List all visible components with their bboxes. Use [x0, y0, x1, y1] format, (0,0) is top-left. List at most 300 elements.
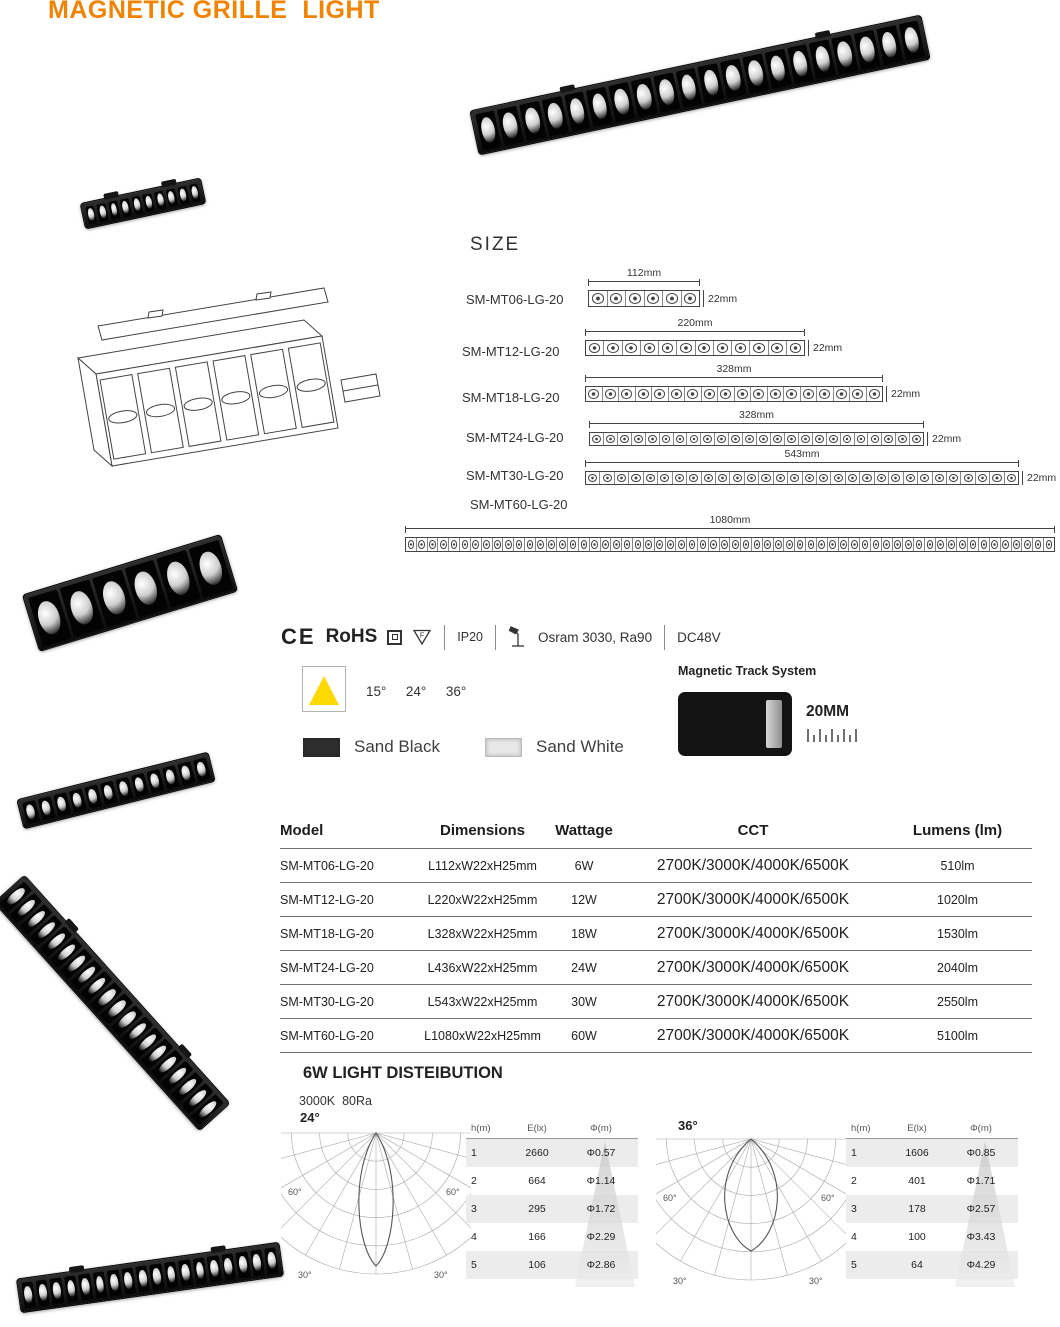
spec-table-cell: SM-MT12-LG-20	[280, 883, 420, 917]
size-bar-cell	[715, 433, 729, 445]
size-bar-cell	[525, 538, 536, 551]
distribution-table-cell: 166	[528, 1231, 546, 1243]
cell-circle	[927, 540, 934, 549]
grille-cell	[189, 182, 201, 201]
f-mark-icon	[412, 629, 432, 646]
cell-circle	[937, 540, 944, 549]
led-dot	[40, 799, 52, 816]
led-dot	[166, 1265, 176, 1284]
size-bar-cell	[536, 538, 547, 551]
distribution-table-header	[466, 1120, 638, 1139]
size-bar-cell	[875, 472, 889, 484]
cell-circle	[803, 389, 814, 399]
size-bar-cell	[611, 538, 622, 551]
cell-circle	[852, 389, 863, 399]
grille-cell	[35, 1278, 50, 1305]
cell-circle	[429, 540, 436, 549]
cell-circle	[764, 540, 771, 549]
size-bar-cell	[729, 433, 743, 445]
grille-cell	[177, 185, 189, 204]
spec-table-cell: 24W	[545, 951, 623, 985]
cell-circle	[721, 540, 728, 549]
led-dot	[131, 568, 161, 607]
distribution-table-row	[846, 1139, 1018, 1167]
size-bar-cell	[471, 538, 482, 551]
cell-circle	[689, 540, 696, 549]
cell-circle	[978, 474, 987, 482]
size-bar-cell	[646, 433, 660, 445]
distribution-table-cell: 178	[908, 1203, 926, 1215]
cell-circle	[720, 389, 731, 399]
cell-circle	[775, 540, 782, 549]
light-cone-triangle	[309, 676, 339, 705]
svg-text:60°: 60°	[288, 1187, 302, 1197]
size-section-heading: SIZE	[470, 234, 521, 255]
size-model-label: SM-MT06-LG-20	[466, 292, 564, 307]
distribution-table-cell: Φ2.57	[966, 1203, 996, 1215]
cell-circle	[624, 540, 631, 549]
cell-circle	[527, 540, 534, 549]
spec-table-cell: 2700K/3000K/4000K/6500K	[623, 917, 883, 951]
spec-table-cell: 60W	[545, 1019, 623, 1053]
finish-swatch	[485, 738, 522, 757]
grille-cell	[50, 1276, 65, 1303]
cell-circle	[656, 540, 663, 549]
spec-table-cell: L220xW22xH25mm	[420, 883, 545, 917]
cell-circle	[635, 540, 642, 549]
size-bar-cell	[673, 472, 687, 484]
led-dot	[209, 1259, 219, 1278]
size-bar-cell	[608, 291, 627, 306]
cell-circle	[770, 389, 781, 399]
dimension-tick	[886, 386, 887, 402]
length-dimension-text: 112mm	[626, 267, 662, 279]
size-bar-cell	[514, 538, 525, 551]
size-bar-cell	[976, 472, 990, 484]
size-bar-cell	[846, 472, 860, 484]
divider	[664, 625, 665, 650]
dimension-tick	[927, 432, 928, 446]
lamp-icon	[508, 626, 528, 648]
led-dot	[38, 1283, 48, 1302]
led-dot	[98, 205, 106, 218]
product-photo	[16, 751, 216, 829]
cell-circle	[648, 435, 657, 443]
spec-table-cell: 30W	[545, 985, 623, 1019]
led-dot	[123, 1271, 133, 1290]
size-bar-cell	[663, 291, 682, 306]
length-dimension	[405, 515, 1055, 529]
length-dimension-text: 543mm	[784, 448, 820, 460]
size-bar-cell	[860, 538, 871, 551]
size-bar-cell	[882, 433, 896, 445]
size-bar-cell	[834, 387, 851, 401]
size-bar-cell	[903, 538, 914, 551]
polar-distribution-chart	[281, 1120, 471, 1306]
cell-circle	[737, 389, 748, 399]
svg-text:30°: 30°	[809, 1276, 823, 1286]
cell-circle	[472, 540, 479, 549]
spec-table-cell: 1020lm	[883, 883, 1032, 917]
distribution-table-cell: 2	[471, 1175, 477, 1187]
product-photo	[469, 14, 930, 155]
spec-table-cell: 18W	[545, 917, 623, 951]
dimension-line	[589, 423, 924, 424]
cell-circle	[625, 343, 637, 353]
size-bar-cell	[730, 472, 744, 484]
grille-cell	[166, 187, 178, 206]
led-dot	[133, 198, 141, 211]
led-dot	[479, 116, 497, 143]
cell-circle	[747, 474, 756, 482]
distribution-header-cell: E(lx)	[907, 1123, 927, 1134]
class2-insulation-icon	[387, 630, 402, 645]
led-dot	[266, 1251, 276, 1270]
length-dimension-text: 220mm	[677, 317, 713, 329]
finish-option	[303, 737, 440, 757]
cell-circle	[840, 540, 847, 549]
led-dot	[121, 200, 129, 213]
cell-circle	[786, 389, 797, 399]
grille-cell	[250, 1248, 265, 1275]
finish-label: Sand Black	[354, 737, 440, 756]
led-dot	[195, 760, 207, 777]
size-bar-cell	[702, 472, 716, 484]
size-bar-cell	[622, 538, 633, 551]
led-dot	[66, 1279, 76, 1298]
size-bar-cell	[795, 538, 806, 551]
size-bar-cell	[568, 538, 579, 551]
grille-cell	[64, 1274, 79, 1301]
cell-circle	[787, 435, 796, 443]
size-bar-cell	[1033, 538, 1044, 551]
led-dot	[769, 55, 787, 82]
grille-cell	[96, 202, 108, 221]
size-bar-cell	[806, 538, 817, 551]
cell-circle	[610, 293, 622, 303]
product-photo	[16, 1241, 284, 1313]
cell-circle	[647, 293, 659, 303]
grille-cell	[541, 96, 568, 136]
spec-table-cell: L328xW22xH25mm	[420, 917, 545, 951]
grille-cell	[192, 756, 210, 780]
cell-circle	[680, 343, 692, 353]
cell-circle	[819, 389, 830, 399]
led-dot	[56, 795, 68, 812]
cell-circle	[516, 540, 523, 549]
spec-table-cell: 1530lm	[883, 917, 1032, 951]
size-bar-cell	[768, 387, 785, 401]
cell-circle	[935, 474, 944, 482]
size-bar-cell	[586, 341, 604, 355]
led-dot	[223, 1257, 233, 1276]
grille-cell	[264, 1246, 279, 1273]
grille-cell	[764, 48, 791, 88]
size-bar-cell	[493, 538, 504, 551]
svg-text:30°: 30°	[673, 1276, 687, 1286]
cell-circle	[877, 474, 886, 482]
cell-circle	[862, 540, 869, 549]
cell-circle	[591, 540, 598, 549]
size-bar-cell	[855, 433, 869, 445]
cell-circle	[754, 540, 761, 549]
distribution-table-cell: 295	[528, 1203, 546, 1215]
led-dot	[191, 185, 199, 198]
size-bar-cell	[889, 472, 903, 484]
grille-cell	[235, 1250, 250, 1277]
led-dot	[71, 791, 83, 808]
cell-circle	[588, 389, 599, 399]
height-dimension	[927, 432, 961, 446]
cell-circle	[1024, 540, 1031, 549]
distribution-table-cell: 1606	[905, 1147, 929, 1159]
size-bar-cell	[743, 433, 757, 445]
size-bar-cell	[603, 387, 620, 401]
spec-table-cell: 2700K/3000K/4000K/6500K	[623, 849, 883, 883]
magnetic-track-image	[678, 692, 792, 756]
ce-mark-icon: CE	[281, 624, 316, 649]
cell-circle	[687, 389, 698, 399]
cell-circle	[735, 343, 747, 353]
size-bar-cell	[632, 433, 646, 445]
led-dot	[657, 78, 675, 105]
height-dimension-text: 22mm	[813, 342, 843, 354]
size-bar-cell	[696, 341, 714, 355]
cell-circle	[1046, 540, 1053, 549]
spec-table-cell: 2700K/3000K/4000K/6500K	[623, 985, 883, 1019]
spec-table-cell: 510lm	[883, 849, 1032, 883]
grille-cell	[115, 776, 133, 800]
length-dimension	[588, 268, 700, 282]
product-photo	[80, 177, 207, 229]
distribution-table-cell: Φ0.85	[966, 1147, 996, 1159]
spec-table	[280, 816, 1032, 1053]
led-dot	[590, 93, 608, 120]
size-bar-cell	[698, 538, 709, 551]
size-bar-cell	[759, 472, 773, 484]
height-dimension-text: 22mm	[1027, 472, 1057, 484]
cell-circle	[898, 435, 907, 443]
size-bar-cell	[914, 538, 925, 551]
size-bar-cell	[828, 538, 839, 551]
distribution-table-cell: Φ0.57	[586, 1147, 616, 1159]
size-bar-cell	[716, 472, 730, 484]
size-bar-cell	[720, 538, 731, 551]
product-photo	[22, 534, 238, 652]
cell-circle	[589, 343, 601, 353]
grille-cell	[21, 1280, 36, 1307]
cell-circle	[829, 435, 838, 443]
cell-circle	[869, 389, 880, 399]
cell-circle	[801, 435, 810, 443]
cell-circle	[920, 474, 929, 482]
beam-angle-icon	[302, 666, 346, 712]
size-bar-cell	[687, 433, 701, 445]
size-bar-cell	[682, 291, 700, 306]
spec-table-cell: L543xW22xH25mm	[420, 985, 545, 1019]
svg-text:60°: 60°	[663, 1193, 677, 1203]
cell-circle	[759, 435, 768, 443]
spec-table-row	[280, 883, 1032, 917]
grille-cell	[78, 1272, 93, 1299]
finish-option	[485, 737, 624, 757]
cell-circle	[408, 540, 415, 549]
grille-cell	[178, 1258, 193, 1285]
size-bar-cell	[788, 472, 802, 484]
size-bar-cell	[813, 433, 827, 445]
spec-table-cell: SM-MT30-LG-20	[280, 985, 420, 1019]
grille-cell	[130, 772, 148, 796]
dimension-line	[405, 528, 1055, 529]
length-dimension	[585, 318, 805, 332]
cell-circle	[646, 474, 655, 482]
led-dot	[724, 64, 742, 91]
rohs-label: RoHS	[325, 626, 378, 647]
dimension-line	[588, 281, 700, 282]
size-bar-cell	[702, 387, 719, 401]
finish-label: Sand White	[536, 737, 624, 756]
cell-circle	[644, 343, 656, 353]
beam-angle-caption: 24°	[300, 1110, 320, 1125]
size-bar-cell	[785, 433, 799, 445]
distribution-header-cell: Φ(m)	[590, 1123, 612, 1134]
cell-circle	[761, 474, 770, 482]
cell-circle	[689, 474, 698, 482]
distribution-table-cell: 1	[471, 1147, 477, 1159]
cell-circle	[819, 474, 828, 482]
size-bar-cell	[503, 538, 514, 551]
distribution-table-cell: Φ1.71	[966, 1175, 996, 1187]
size-bar-cell	[925, 538, 936, 551]
size-bar-cell	[633, 538, 644, 551]
size-bar-cell	[718, 387, 735, 401]
cell-circle	[621, 389, 632, 399]
track-system-label: Magnetic Track System	[678, 664, 817, 678]
size-bar-cell	[968, 538, 979, 551]
size-bar-cell	[947, 538, 958, 551]
cell-circle	[871, 435, 880, 443]
dimension-line	[585, 331, 805, 332]
size-bar-cell	[763, 538, 774, 551]
cell-circle	[717, 343, 729, 353]
size-bar-cell	[896, 433, 910, 445]
distribution-table-cell: 3	[851, 1203, 857, 1215]
size-bar-cell	[641, 341, 659, 355]
size-bar-diagram	[405, 537, 1055, 552]
size-bar-cell	[590, 433, 604, 445]
led-dot	[52, 1281, 62, 1300]
size-bar-cell	[685, 387, 702, 401]
size-bar-cell	[601, 538, 612, 551]
cell-circle	[605, 389, 616, 399]
spec-table-cell: 2550lm	[883, 985, 1032, 1019]
size-bar-cell	[677, 341, 695, 355]
spec-column-header: Lumens (lm)	[883, 816, 1032, 849]
size-bar-cell	[817, 472, 831, 484]
size-bar-cell	[658, 472, 672, 484]
distribution-table	[846, 1120, 1018, 1279]
length-dimension	[589, 410, 924, 424]
length-dimension-text: 328mm	[738, 409, 774, 421]
cell-circle	[678, 540, 685, 549]
spec-table-cell: SM-MT60-LG-20	[280, 1019, 420, 1053]
size-bar-cell	[936, 538, 947, 551]
led-dot	[102, 784, 114, 801]
distribution-table-cell: 2	[851, 1175, 857, 1187]
cell-circle	[606, 435, 615, 443]
grille-cell	[92, 1270, 107, 1297]
size-bar-cell	[918, 472, 932, 484]
distribution-heading: 6W LIGHT DISTEIBUTION	[303, 1064, 503, 1082]
grille-cell	[37, 795, 55, 819]
cell-circle	[1013, 540, 1020, 549]
led-dot	[195, 1261, 205, 1280]
spec-table-row	[280, 849, 1032, 883]
product-photo	[0, 875, 231, 1132]
led-dot	[252, 1253, 262, 1272]
cell-circle	[718, 474, 727, 482]
spec-table-row	[280, 1019, 1032, 1053]
size-bar-cell	[957, 538, 968, 551]
grille-cell	[164, 1260, 179, 1287]
height-dimension	[886, 386, 920, 402]
grille-cell	[161, 764, 179, 788]
height-dimension	[808, 340, 842, 356]
cell-circle	[959, 540, 966, 549]
spec-table-header	[280, 816, 1032, 849]
distribution-table-row	[466, 1139, 638, 1167]
cell-circle	[440, 540, 447, 549]
grille-cell	[131, 195, 143, 214]
cell-circle	[629, 293, 641, 303]
size-bar-cell	[600, 472, 614, 484]
led-dot	[168, 190, 176, 203]
grille-cell	[207, 1254, 222, 1281]
distribution-table-cell: 2660	[525, 1147, 549, 1159]
grille-cell	[68, 787, 86, 811]
cell-circle	[916, 540, 923, 549]
cell-circle	[912, 435, 921, 443]
cell-circle	[1035, 540, 1042, 549]
distribution-table-cell: Φ1.14	[586, 1175, 616, 1187]
size-bar-cell	[676, 538, 687, 551]
size-bar-cell	[619, 387, 636, 401]
svg-text:F: F	[420, 632, 425, 639]
svg-text:60°: 60°	[821, 1193, 835, 1203]
size-bar-diagram	[585, 471, 1019, 485]
cell-circle	[684, 293, 696, 303]
led-dot	[858, 36, 876, 63]
cell-circle	[790, 343, 802, 353]
size-bar-cell	[831, 472, 845, 484]
cell-circle	[829, 540, 836, 549]
spec-table-cell: SM-MT06-LG-20	[280, 849, 420, 883]
size-bar-cell	[841, 433, 855, 445]
spec-column-header: Model	[280, 816, 420, 849]
led-spec-label: Osram 3030, Ra90	[538, 629, 653, 645]
cell-circle	[667, 540, 674, 549]
distribution-table-cell: 401	[908, 1175, 926, 1187]
cell-circle	[894, 540, 901, 549]
size-bar-cell	[687, 472, 701, 484]
cell-circle	[949, 474, 958, 482]
led-dot	[138, 1269, 148, 1288]
cell-circle	[462, 540, 469, 549]
cell-circle	[662, 343, 674, 353]
certifications-row	[281, 620, 721, 654]
led-dot	[118, 780, 130, 797]
size-model-label: SM-MT12-LG-20	[462, 344, 560, 359]
